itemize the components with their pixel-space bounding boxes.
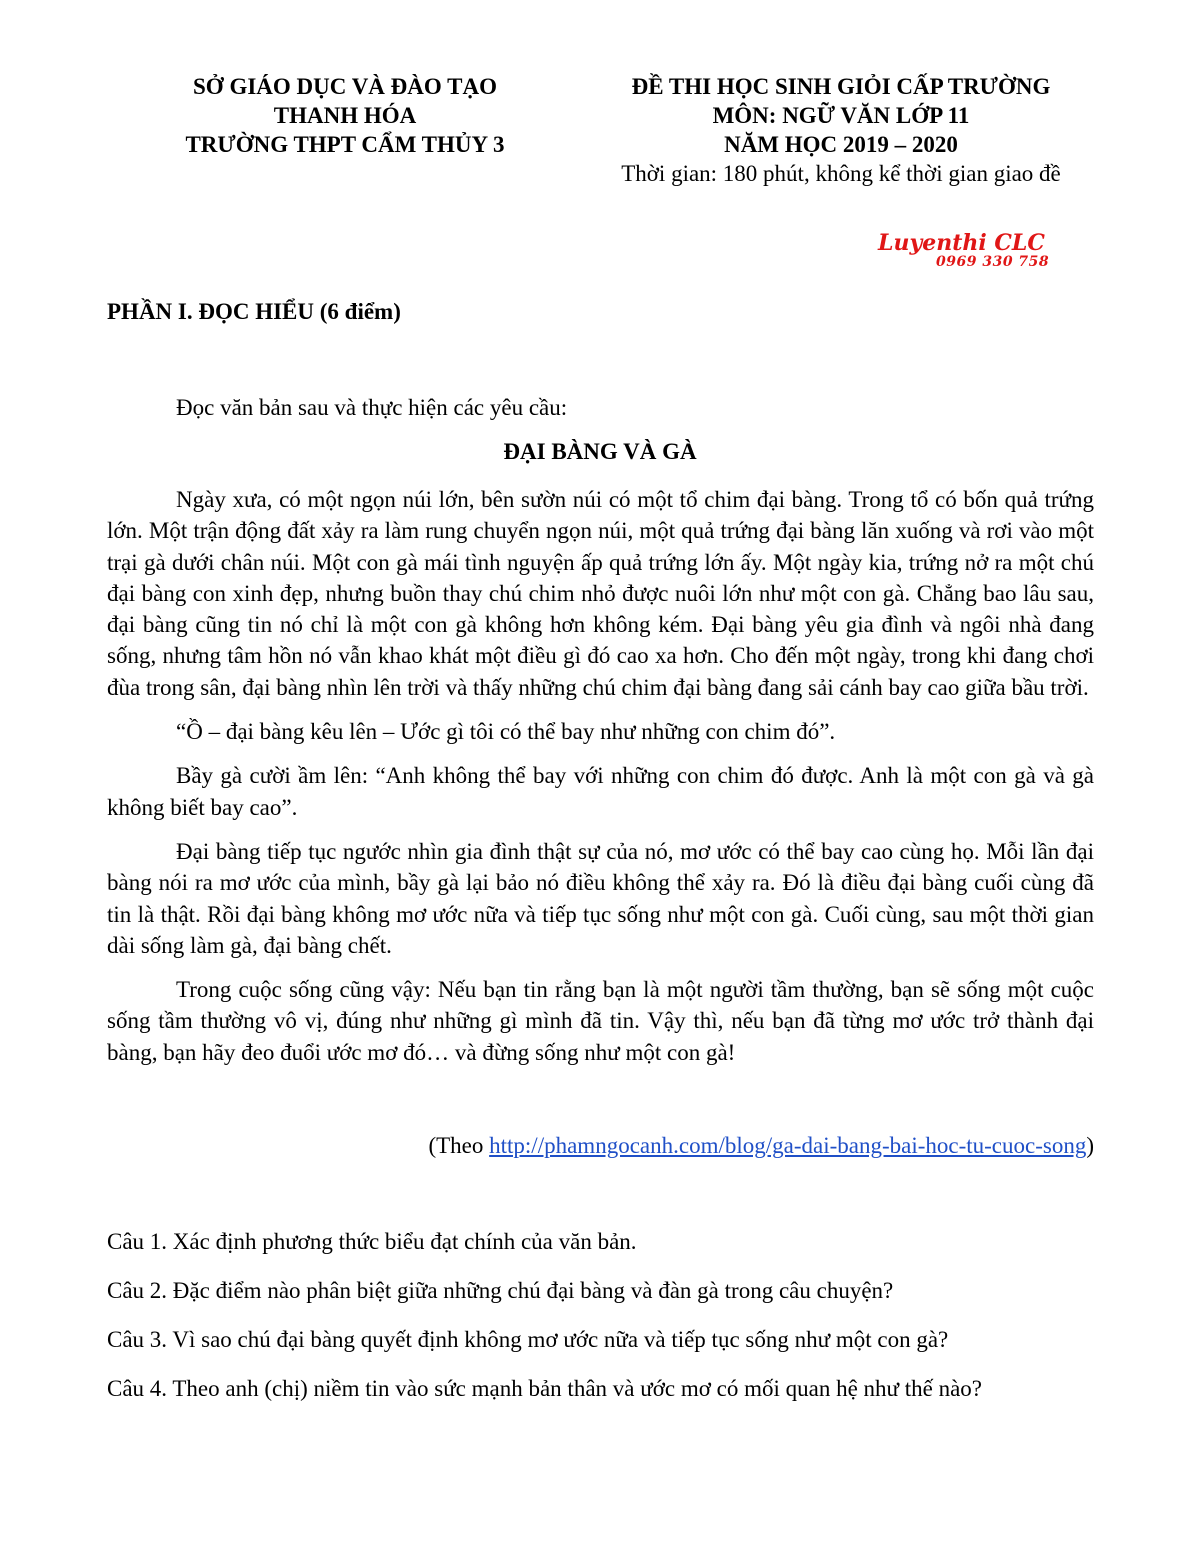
province-name: THANH HÓA: [273, 103, 417, 128]
school-year: NĂM HỌC 2019 – 2020: [724, 132, 958, 157]
watermark-logo: [870, 230, 1110, 274]
question-item: Câu 4. Theo anh (chị) niềm tin vào sức mạnh bản thân và ước mơ có mối quan hệ như thế nào?: [107, 1376, 983, 1401]
question-item: Câu 1. Xác định phương thức biểu đạt chính của văn bản.: [107, 1229, 637, 1254]
story-paragraph: Bầy gà cười ầm lên: “Anh không thể bay với những con chim đó được. Anh là một con gà và gà không biết bay cao”.: [107, 763, 1094, 820]
exam-header: [586, 72, 1096, 188]
question-item: Câu 2. Đặc điểm nào phân biệt giữa những chú đại bàng và đàn gà trong câu chuyện?: [107, 1278, 894, 1303]
source-link[interactable]: http://phamngocanh.com/blog/ga-dai-bang-bai-hoc-tu-cuoc-song: [489, 1133, 1087, 1158]
story-paragraph: Đại bàng tiếp tục ngước nhìn gia đình thật sự của nó, mơ ước có thể bay cao cùng họ. Mỗi lần đại bàng nói ra mơ ước của mình, bầy gà lại bảo nó điều không thể xảy ra. Đó là điều đại bàng cuối cùng đã tin là thật. Rồi đại bàng không mơ ước nữa và tiếp tục sống như một con gà. Cuối cùng, sau một thời gian dài sống làm gà, đại bàng chết.: [107, 838, 1094, 958]
story-paragraph: “Ồ – đại bàng kêu lên – Ước gì tôi có thể bay như những con chim đó”.: [176, 719, 836, 745]
source-suffix: ): [1086, 1133, 1094, 1158]
exam-subject: MÔN: NGỮ VĂN LỚP 11: [712, 103, 970, 128]
story-paragraph: Trong cuộc sống cũng vậy: Nếu bạn tin rằng bạn là một người tầm thường, bạn sẽ sống một cuộc sống tầm thường vô vị, đúng như những gì mình đã tin. Vậy thì, nếu bạn đã từng mơ ước trở thành đại bàng, bạn hãy đeo đuổi ước mơ đó… và đừng sống như một con gà!: [107, 977, 1094, 1065]
story-body: [107, 484, 1094, 1081]
story-title: ĐẠI BÀNG VÀ GÀ: [503, 439, 697, 464]
logo-brand: Luyenthi CLC: [878, 230, 1045, 256]
exam-title: ĐỀ THI HỌC SINH GIỎI CẤP TRƯỜNG: [631, 74, 1051, 99]
logo-phone: 0969 330 758: [936, 254, 1050, 270]
school-header: [110, 72, 580, 159]
question-item: Câu 3. Vì sao chú đại bàng quyết định không mơ ước nữa và tiếp tục sống như một con gà?: [107, 1327, 949, 1352]
source-citation: [107, 1132, 1094, 1160]
source-prefix: (Theo: [428, 1133, 490, 1158]
school-name: TRƯỜNG THPT CẨM THỦY 3: [185, 132, 505, 157]
instruction-text: Đọc văn bản sau và thực hiện các yêu cầu:: [176, 395, 568, 420]
department-name: SỞ GIÁO DỤC VÀ ĐÀO TẠO: [193, 74, 497, 99]
exam-duration: Thời gian: 180 phút, không kể thời gian giao đề: [621, 161, 1061, 186]
question-list: [107, 1228, 1097, 1424]
story-paragraph: Ngày xưa, có một ngọn núi lớn, bên sườn núi có một tổ chim đại bàng. Trong tổ có bốn quả trứng lớn. Một trận động đất xảy ra làm rung chuyển ngọn núi, một quả trứng đại bàng lăn xuống và rơi vào một trại gà dưới chân núi. Một con gà mái tình nguyện ấp quả trứng lớn ấy. Một ngày kia, trứng nở ra một chú đại bàng con xinh đẹp, nhưng buồn thay chú chim nhỏ được nuôi lớn như một con gà. Chẳng bao lâu sau, đại bàng cũng tin nó chỉ là một con gà không hơn không kém. Đại bàng yêu gia đình và ngôi nhà đang sống, nhưng tâm hồn nó vẫn khao khát một điều gì đó cao xa hơn. Cho đến một ngày, trong khi đang chơi đùa trong sân, đại bàng nhìn lên trời và thấy những chú chim đại bàng đang sải cánh bay cao giữa bầu trời.: [107, 487, 1094, 700]
section-heading: PHẦN I. ĐỌC HIỂU (6 điểm): [107, 299, 401, 324]
